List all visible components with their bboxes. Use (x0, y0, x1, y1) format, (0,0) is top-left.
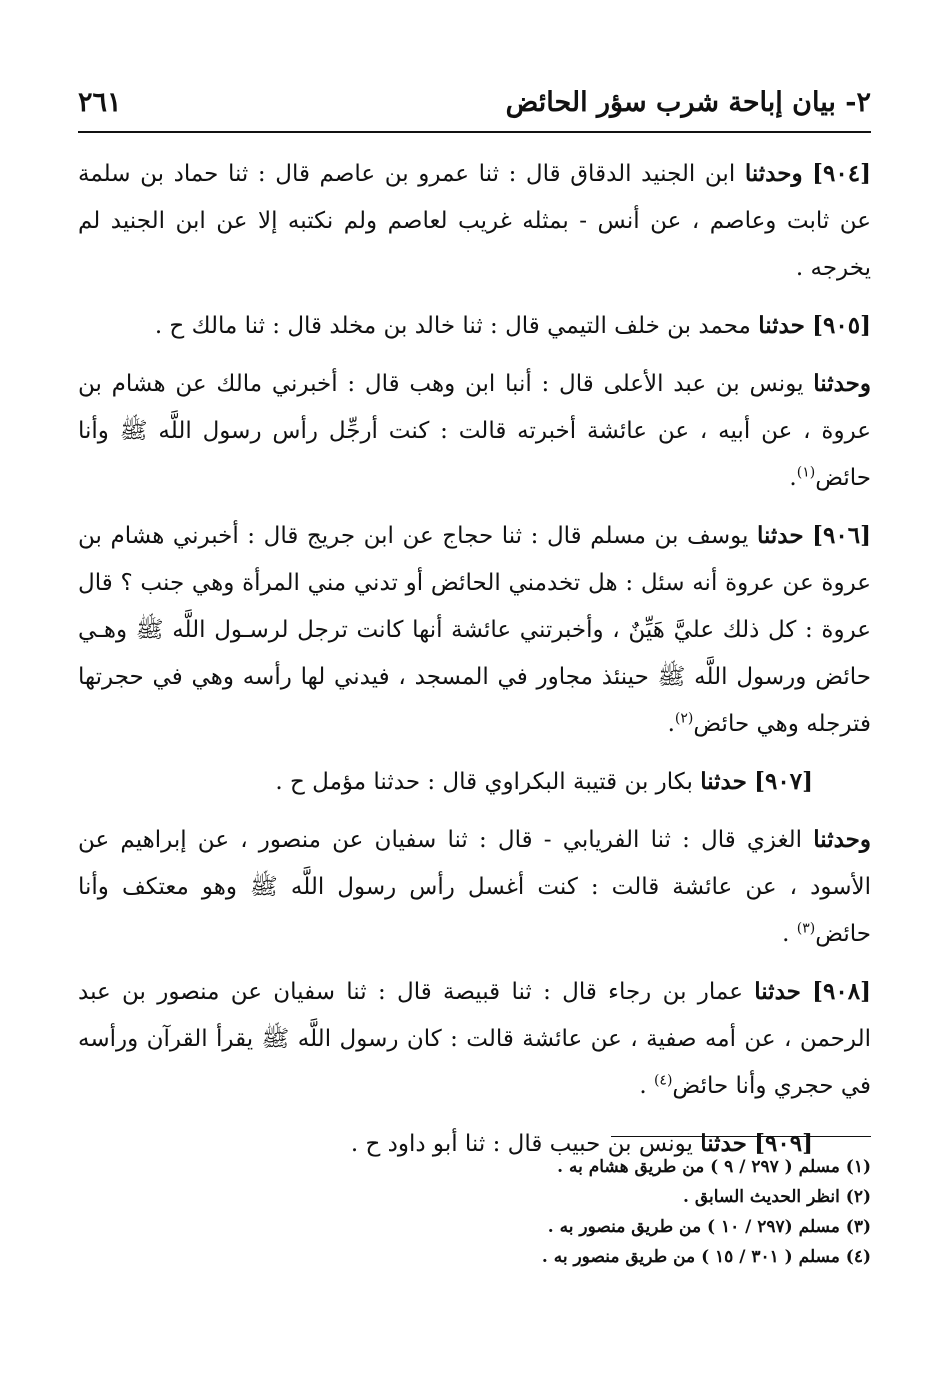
hadith-text: ابن الجنيد الدقاق قال : ثنا عمرو بن عاصم قال : ثنا حماد بن سلمة عن ثابت وعاصم ، عن أنس - بمثله غريب لعاصم ولم نكتبه إلا عن ابن الجنيد لم يخرجه . (78, 161, 871, 281)
footnote-ref: (٣) (796, 920, 816, 937)
narration-keyword: وحدثنا (744, 160, 803, 187)
hadith-number: [٩٠٦] (812, 522, 871, 549)
footnote: (٤) مسلم ( ٣٠١ / ١٥ ) من طريق منصور به . (541, 1247, 871, 1267)
hadith-number: [٩٠٩] (754, 1130, 813, 1157)
footnote-separator (611, 1136, 871, 1137)
narration-keyword: حدثنا (754, 978, 801, 1005)
hadith-paragraph (78, 360, 871, 502)
footnote: (٢) انظر الحديث السابق . (683, 1187, 871, 1207)
footnote-ref: (٢) (674, 710, 694, 727)
hadith-text: يونس بن حبيب قال : ثنا أبو داود ح . (350, 1131, 701, 1157)
header-rule (78, 131, 871, 133)
page-number: ٢٦١ (78, 86, 122, 118)
hadith-text: بكار بن قتيبة البكراوي قال : حدثنا مؤمل ح . (275, 769, 701, 795)
hadith-paragraph (78, 302, 871, 350)
hadith-number: [٩٠٤] (812, 160, 871, 187)
hadith-text: يوسف بن مسلم قال : ثنا حجاج عن ابن جريج قال : أخبرني هشام بن عروة عن عروة أنه سئل : هل تخدمني الحائض أو تدني مني المرأة وهي جنب ؟ قال عروة : كل ذلك عليَّ هَيِّنٌ ، وأخبرتني عائشة أنها كانت ترجل لرسـول اللَّه ﷺ وهـي حائض ورسول اللَّه ﷺ حينئذ مجاور في المسجد ، فيدني لها رأسه وهي في حجرتها فترجله وهي حائض (78, 523, 871, 737)
narration-keyword: حدثنا (756, 522, 804, 549)
sentence-end: . (667, 711, 675, 737)
sentence-end: . (782, 921, 797, 947)
hadith-paragraph (78, 512, 871, 748)
running-header (78, 78, 871, 126)
hadith-paragraph (78, 758, 871, 806)
sentence-end: . (639, 1073, 654, 1099)
hadith-text: الغزي قال : ثنا الفريابي - قال : ثنا سفيان عن منصور ، عن إبراهيم عن الأسود ، عن عائشة قالت : كنت أغسل رأس رسول اللَّه ﷺ وهو معتكف وأنا حائض (78, 827, 871, 947)
narration-keyword: وحدثنا (813, 826, 871, 853)
narration-keyword: حدثنا (700, 768, 747, 795)
hadith-text: يونس بن عبد الأعلى قال : أنبا ابن وهب قال : أخبرني مالك عن هشام بن عروة ، عن أبيه ، عن عائشة أخبرته قالت : كنت أرجِّل رأس رسول اللَّه ﷺ وأنا حائض (78, 371, 871, 491)
footnote: (١) مسلم ( ٢٩٧ / ٩ ) من طريق هشام به . (557, 1157, 871, 1177)
footnote: (٣) مسلم (٢٩٧ / ١٠ ) من طريق منصور به . (547, 1217, 871, 1237)
narration-keyword: حدثنا (700, 1130, 747, 1157)
narration-keyword: حدثنا (758, 312, 805, 339)
hadith-number: [٩٠٨] (812, 978, 871, 1005)
hadith-paragraph (78, 816, 871, 958)
narration-keyword: وحدثنا (813, 370, 871, 397)
hadith-text: محمد بن خلف التيمي قال : ثنا خالد بن مخلد قال : ثنا مالك ح . (154, 313, 759, 339)
hadith-paragraph (78, 968, 871, 1110)
footnote-ref: (١) (796, 464, 816, 481)
footnote-ref: (٤) (653, 1072, 673, 1089)
chapter-title: ٢- بيان إباحة شرب سؤر الحائض (505, 86, 871, 118)
hadith-number: [٩٠٧] (754, 768, 813, 795)
hadith-paragraph (78, 150, 871, 292)
hadith-number: [٩٠٥] (812, 312, 871, 339)
main-text (78, 150, 871, 1178)
footnotes (78, 1152, 871, 1272)
sentence-end: . (789, 465, 797, 491)
hadith-text: عمار بن رجاء قال : ثنا قبيصة قال : ثنا سفيان عن منصور بن عبد الرحمن ، عن أمه صفية ، عن عائشة قالت : كان رسول اللَّه ﷺ يقرأ القرآن ورأسه في حجري وأنا حائض (78, 979, 871, 1099)
